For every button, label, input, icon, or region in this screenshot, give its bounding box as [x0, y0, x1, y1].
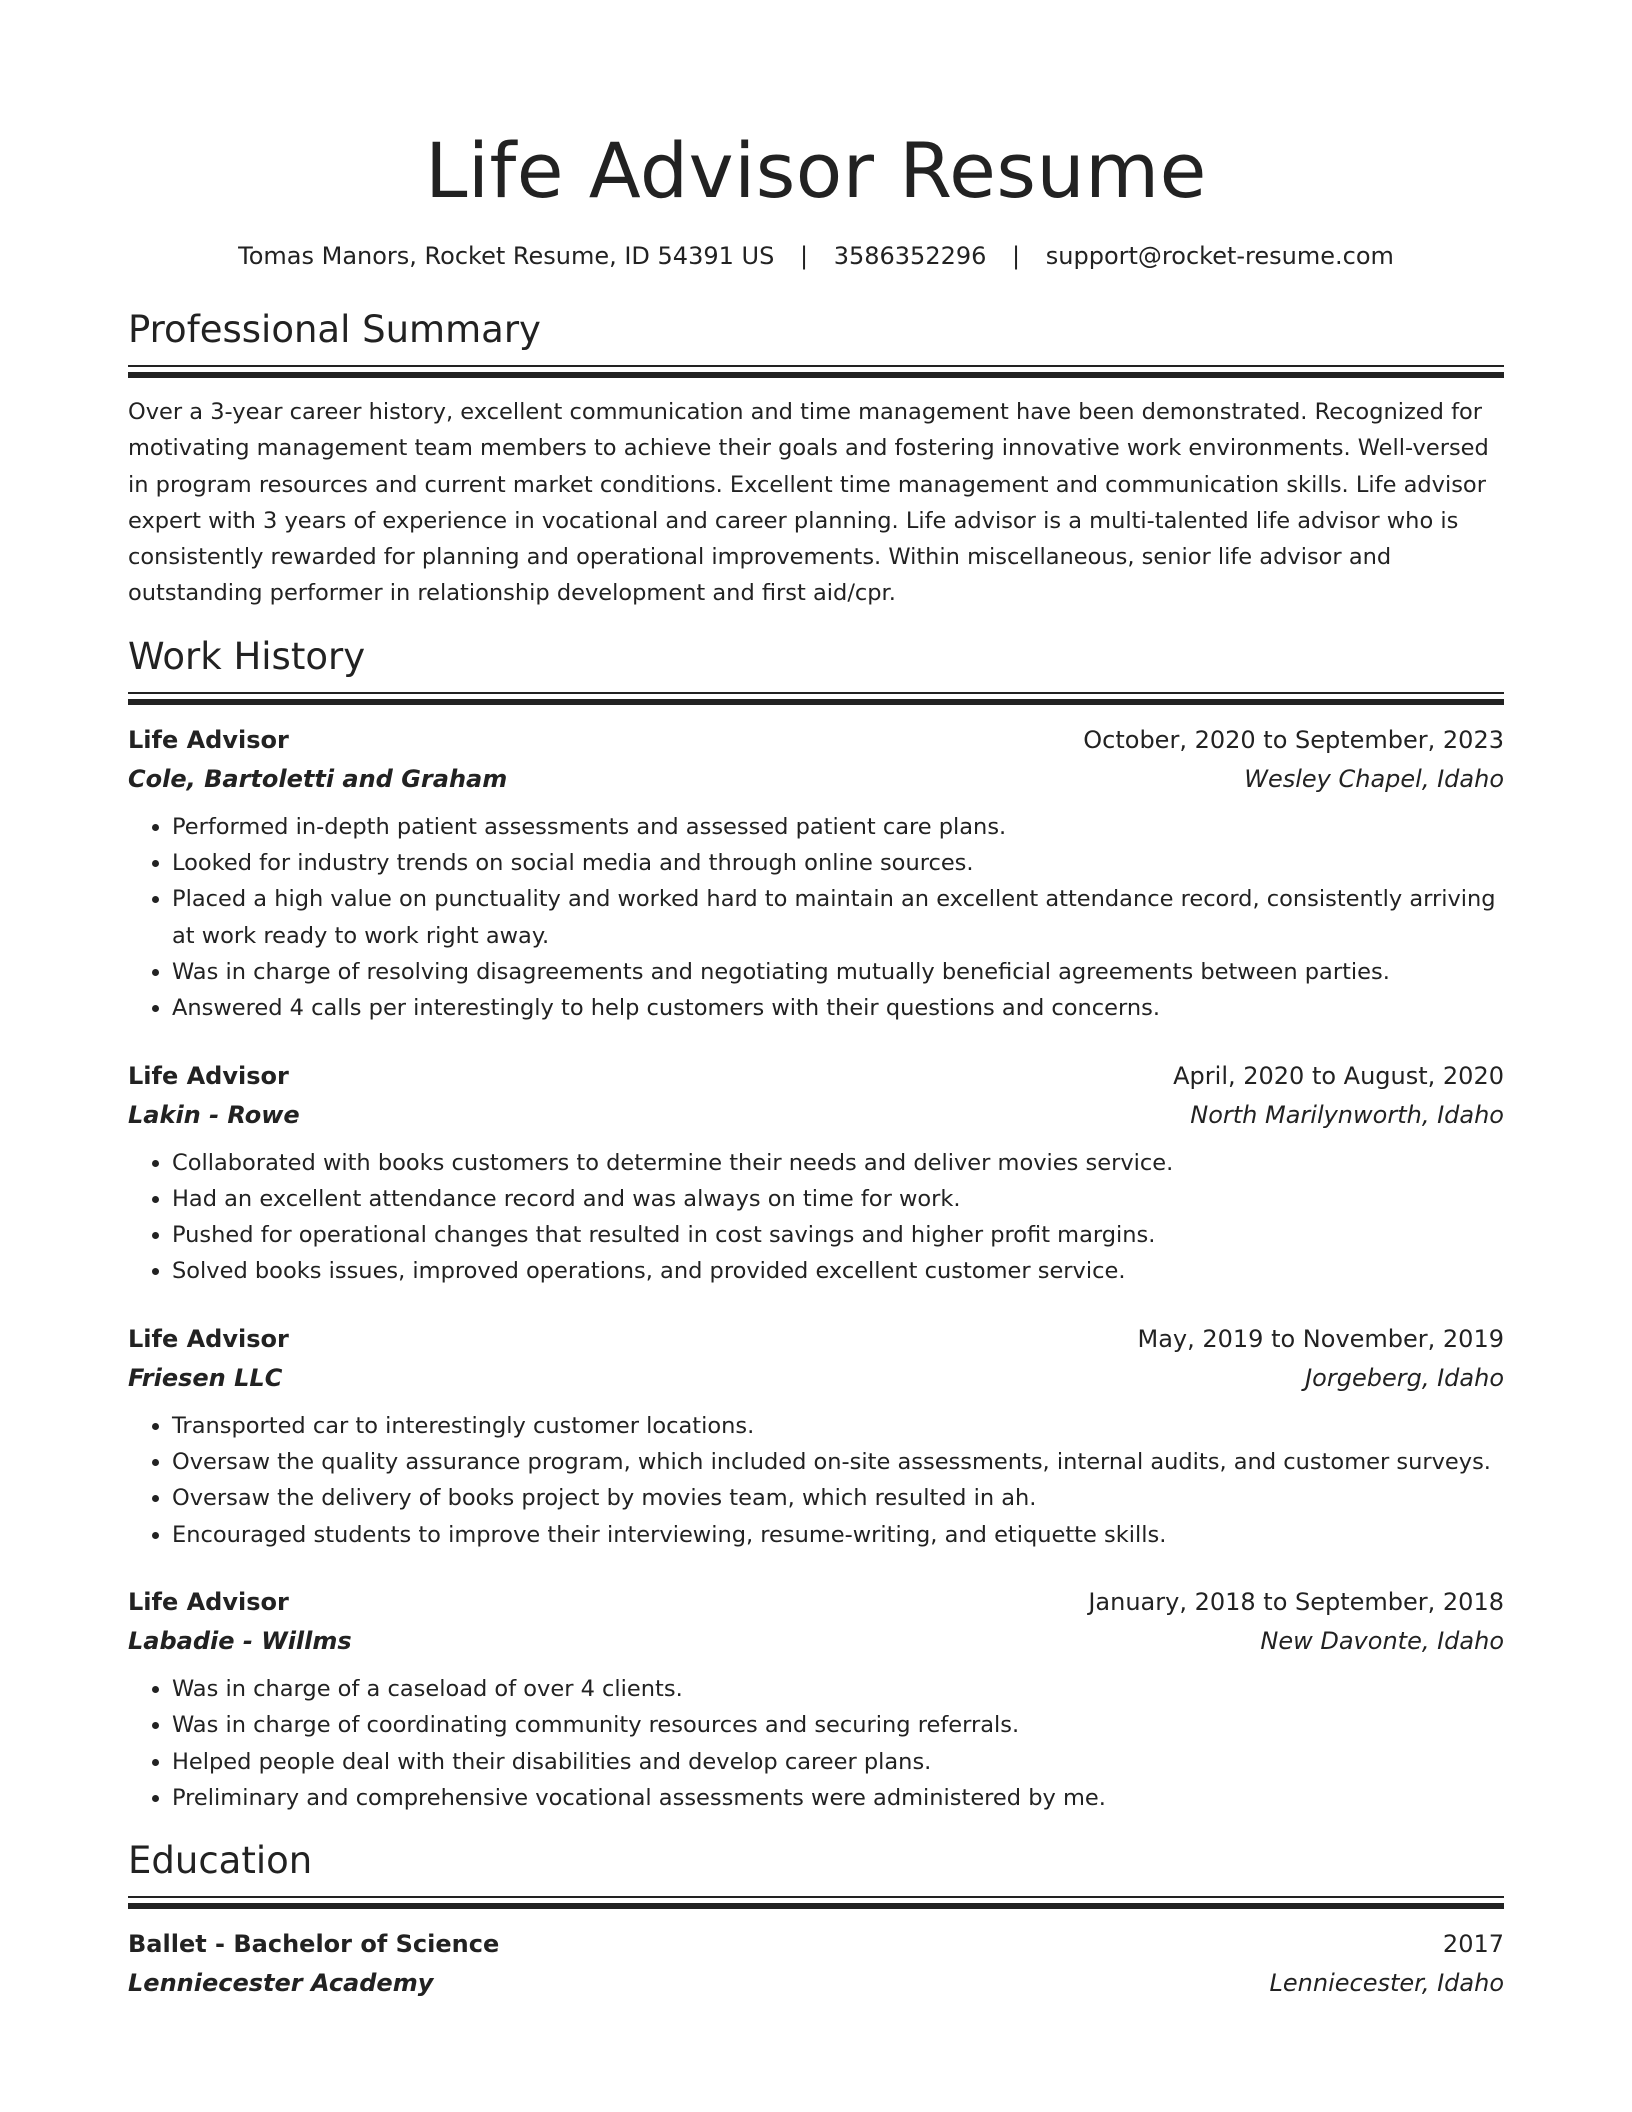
list-item: • Preliminary and comprehensive vocational assessments were administered by me.	[172, 1780, 1504, 1816]
list-item: • Oversaw the delivery of books project by movies team, which resulted in ah.	[172, 1480, 1504, 1516]
job-title: Life Advisor	[128, 1061, 289, 1090]
list-item: • Transported car to interestingly customer locations.	[172, 1408, 1504, 1444]
job-dates: October, 2020 to September, 2023	[1083, 725, 1504, 754]
job-bullets	[128, 1408, 1504, 1553]
school-location: Lenniecester, Idaho	[1269, 1969, 1504, 1998]
section-divider	[128, 692, 1504, 705]
list-item: • Answered 4 calls per interestingly to help customers with their questions and concerns.	[172, 990, 1504, 1026]
section-heading: Education	[128, 1839, 313, 1883]
job-entry	[128, 1320, 1504, 1553]
list-item: • Solved books issues, improved operations, and provided excellent customer service.	[172, 1253, 1504, 1289]
list-item: • Performed in-depth patient assessments and assessed patient care plans.	[172, 809, 1504, 845]
job-entry	[128, 1583, 1504, 1816]
contact-phone: 3586352296	[833, 242, 987, 270]
list-item: • Pushed for operational changes that resulted in cost savings and higher profit margins.	[172, 1217, 1504, 1253]
job-dates: April, 2020 to August, 2020	[1173, 1061, 1504, 1090]
job-title: Life Advisor	[128, 725, 289, 754]
section-divider	[128, 365, 1504, 378]
job-dates: January, 2018 to September, 2018	[1088, 1587, 1504, 1616]
list-item: • Looked for industry trends on social media and through online sources.	[172, 845, 1504, 881]
list-item: • Helped people deal with their disabilities and develop career plans.	[172, 1744, 1504, 1780]
section-heading: Work History	[128, 634, 366, 678]
contact-separator: |	[799, 242, 809, 270]
contact-email: support@rocket-resume.com	[1045, 242, 1394, 270]
education-section	[128, 1836, 1504, 2003]
job-location: New Davonte, Idaho	[1260, 1626, 1504, 1655]
section-divider	[128, 1896, 1504, 1909]
degree-name: Ballet - Bachelor of Science	[128, 1930, 500, 1959]
resume-page	[128, 0, 1504, 2003]
list-item: • Was in charge of resolving disagreements and negotiating mutually beneficial agreements between parties.	[172, 954, 1504, 990]
job-location: North Marilynworth, Idaho	[1190, 1100, 1504, 1129]
job-title: Life Advisor	[128, 1587, 289, 1616]
contact-separator: |	[1012, 242, 1021, 270]
resume-title: Life Advisor Resume	[425, 126, 1207, 215]
list-item: • Placed a high value on punctuality and worked hard to maintain an excellent attendance record, consistently arriving at work ready to work right away.	[172, 881, 1504, 954]
contact-address: Tomas Manors, Rocket Resume, ID 54391 US	[238, 242, 775, 270]
job-location: Wesley Chapel, Idaho	[1244, 764, 1504, 793]
job-bullets	[128, 809, 1504, 1027]
company-name: Friesen LLC	[128, 1363, 283, 1392]
job-bullets	[128, 1671, 1504, 1816]
job-title: Life Advisor	[128, 1324, 289, 1353]
list-item: • Collaborated with books customers to determine their needs and deliver movies service.	[172, 1145, 1504, 1181]
work-history-section	[128, 632, 1504, 1816]
company-name: Cole, Bartoletti and Graham	[128, 764, 508, 793]
company-name: Lakin - Rowe	[128, 1100, 300, 1129]
education-entry	[128, 1925, 1504, 2003]
list-item: • Was in charge of coordinating community resources and securing referrals.	[172, 1707, 1504, 1743]
school-name: Lenniecester Academy	[128, 1969, 434, 1998]
list-item: • Was in charge of a caseload of over 4 clients.	[172, 1671, 1504, 1707]
job-location: Jorgeberg, Idaho	[1305, 1363, 1504, 1392]
company-name: Labadie - Willms	[128, 1626, 352, 1655]
graduation-year: 2017	[1442, 1930, 1504, 1959]
section-heading: Professional Summary	[128, 308, 541, 351]
job-entry	[128, 1057, 1504, 1290]
summary-text: Over a 3-year career history, excellent communication and time management have been demonstrated. Recognized for motivating management team members to achieve their goals and fostering innovative work environments. Well-versed in program resources and current market conditions. Excellent time management and communication skills. Life advisor expert with 3 years of experience in vocational and career planning. Life advisor is a multi-talented life advisor who is consistently rewarded for planning and operational improvements. Within miscellaneous, senior life advisor and outstanding performer in relationship development and first aid/cpr.	[128, 399, 1489, 607]
contact-line	[128, 236, 1504, 276]
job-bullets	[128, 1145, 1504, 1290]
summary-section	[128, 305, 1504, 612]
job-dates: May, 2019 to November, 2019	[1137, 1324, 1504, 1353]
job-entry	[128, 721, 1504, 1027]
list-item: • Encouraged students to improve their interviewing, resume-writing, and etiquette skills.	[172, 1517, 1504, 1553]
list-item: • Had an excellent attendance record and was always on time for work.	[172, 1181, 1504, 1217]
list-item: • Oversaw the quality assurance program, which included on-site assessments, internal audits, and customer surveys.	[172, 1444, 1504, 1480]
